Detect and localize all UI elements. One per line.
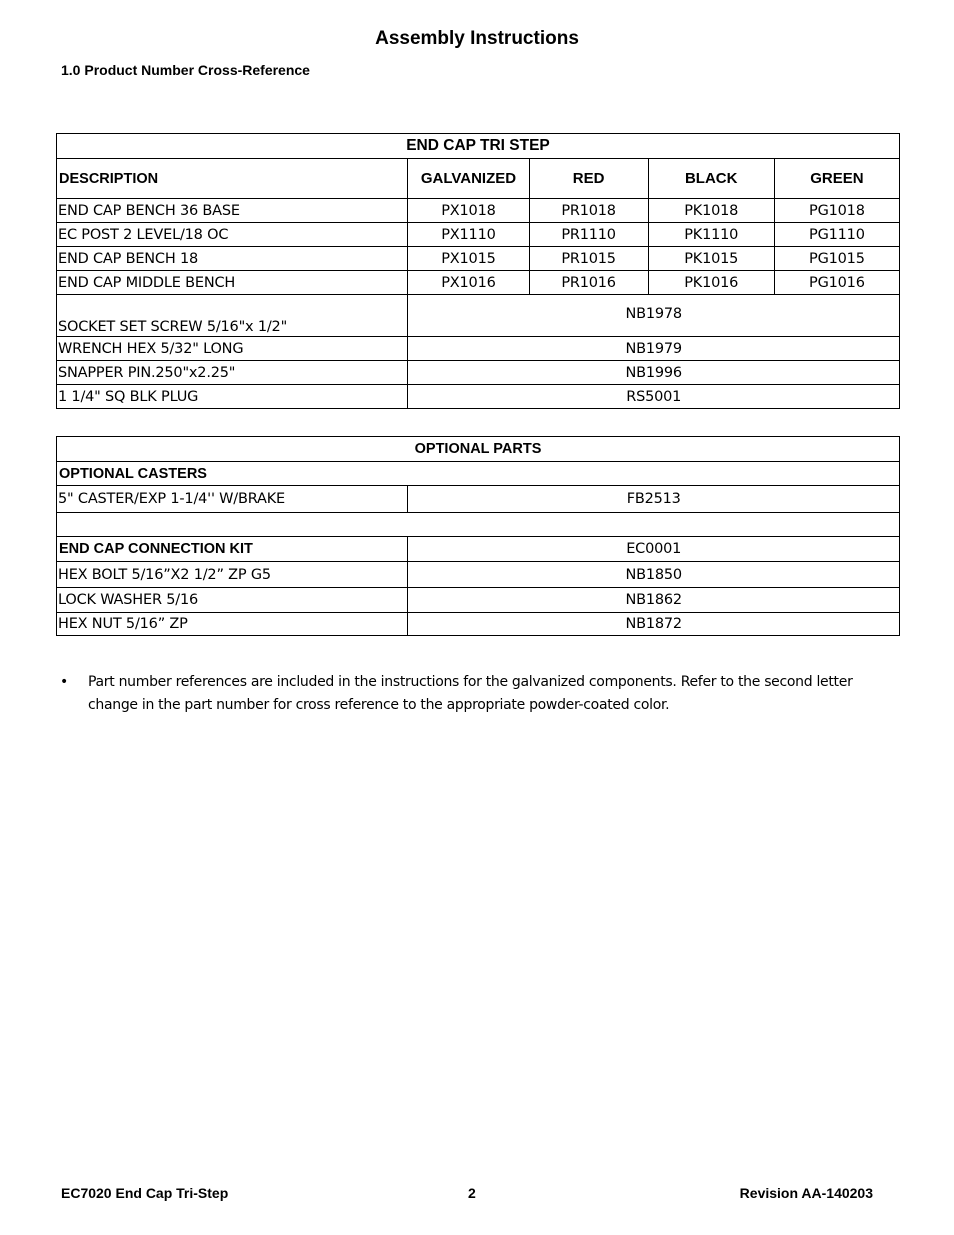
description-cell: END CAP BENCH 36 BASE bbox=[57, 199, 408, 223]
part-cell: NB1862 bbox=[408, 588, 900, 613]
part-cell: PX1016 bbox=[408, 271, 529, 295]
spacer-row bbox=[57, 513, 900, 537]
description-cell: HEX BOLT 5/16”X2 1/2” ZP G5 bbox=[57, 562, 408, 588]
part-cell: NB1872 bbox=[408, 613, 900, 636]
table-row bbox=[57, 295, 900, 337]
part-cell: PG1018 bbox=[774, 199, 899, 223]
part-cell: PG1015 bbox=[774, 247, 899, 271]
note-paragraph bbox=[60, 671, 900, 717]
column-header: BLACK bbox=[648, 159, 774, 199]
description-cell: END CAP BENCH 18 bbox=[57, 247, 408, 271]
description-cell: SNAPPER PIN.250"x2.25" bbox=[57, 361, 408, 385]
part-cell: PR1110 bbox=[529, 223, 648, 247]
table-row bbox=[57, 361, 900, 385]
part-cell: PX1110 bbox=[408, 223, 529, 247]
part-cell: PK1015 bbox=[648, 247, 774, 271]
table-row bbox=[57, 486, 900, 513]
optional-parts-table bbox=[56, 436, 900, 636]
part-cell: PK1016 bbox=[648, 271, 774, 295]
part-cell: PR1015 bbox=[529, 247, 648, 271]
cross-reference-table bbox=[56, 133, 900, 409]
table-row bbox=[57, 537, 900, 562]
part-cell: NB1978 bbox=[408, 295, 900, 337]
table-row bbox=[57, 562, 900, 588]
description-cell: EC POST 2 LEVEL/18 OC bbox=[57, 223, 408, 247]
part-cell: PG1110 bbox=[774, 223, 899, 247]
empty-cell bbox=[57, 513, 900, 537]
column-header: GALVANIZED bbox=[408, 159, 529, 199]
table-row bbox=[57, 199, 900, 223]
note-text: Part number references are included in the instructions for the galvanized components. Refer to the second letter change in the part number for cross reference to the appropriate powder-coated color. bbox=[88, 674, 853, 713]
column-header: RED bbox=[529, 159, 648, 199]
description-cell: WRENCH HEX 5/32" LONG bbox=[57, 337, 408, 361]
part-cell: PR1016 bbox=[529, 271, 648, 295]
part-cell: PK1110 bbox=[648, 223, 774, 247]
description-cell: 5" CASTER/EXP 1-1/4'' W/BRAKE bbox=[57, 486, 408, 513]
connection-kit-label: END CAP CONNECTION KIT bbox=[57, 537, 408, 562]
description-cell: SOCKET SET SCREW 5/16"x 1/2" bbox=[57, 295, 408, 337]
footer-page-number: 2 bbox=[468, 1185, 476, 1201]
column-header: DESCRIPTION bbox=[57, 159, 408, 199]
description-cell: LOCK WASHER 5/16 bbox=[57, 588, 408, 613]
description-cell: 1 1/4" SQ BLK PLUG bbox=[57, 385, 408, 409]
part-cell: NB1850 bbox=[408, 562, 900, 588]
part-cell: FB2513 bbox=[408, 486, 900, 513]
part-cell: NB1979 bbox=[408, 337, 900, 361]
part-cell: EC0001 bbox=[408, 537, 900, 562]
table-row bbox=[57, 337, 900, 361]
footer-document-title: EC7020 End Cap Tri-Step bbox=[61, 1185, 229, 1201]
description-cell: HEX NUT 5/16” ZP bbox=[57, 613, 408, 636]
part-cell: PX1015 bbox=[408, 247, 529, 271]
part-cell: PR1018 bbox=[529, 199, 648, 223]
table-row bbox=[57, 271, 900, 295]
bullet-icon: • bbox=[60, 674, 68, 690]
page-title: Assembly Instructions bbox=[375, 28, 579, 49]
table-row bbox=[57, 613, 900, 636]
part-cell: RS5001 bbox=[408, 385, 900, 409]
table-row bbox=[57, 223, 900, 247]
part-cell: PG1016 bbox=[774, 271, 899, 295]
table-title: END CAP TRI STEP bbox=[57, 134, 900, 159]
part-cell: PK1018 bbox=[648, 199, 774, 223]
table-row bbox=[57, 588, 900, 613]
description-cell: END CAP MIDDLE BENCH bbox=[57, 271, 408, 295]
optional-casters-label: OPTIONAL CASTERS bbox=[57, 462, 900, 486]
part-cell: NB1996 bbox=[408, 361, 900, 385]
column-header: GREEN bbox=[774, 159, 899, 199]
section-heading: 1.0 Product Number Cross-Reference bbox=[61, 62, 310, 78]
table-row bbox=[57, 385, 900, 409]
table-title: OPTIONAL PARTS bbox=[57, 437, 900, 462]
table-row bbox=[57, 247, 900, 271]
part-cell: PX1018 bbox=[408, 199, 529, 223]
footer-revision: Revision AA-140203 bbox=[739, 1185, 873, 1201]
